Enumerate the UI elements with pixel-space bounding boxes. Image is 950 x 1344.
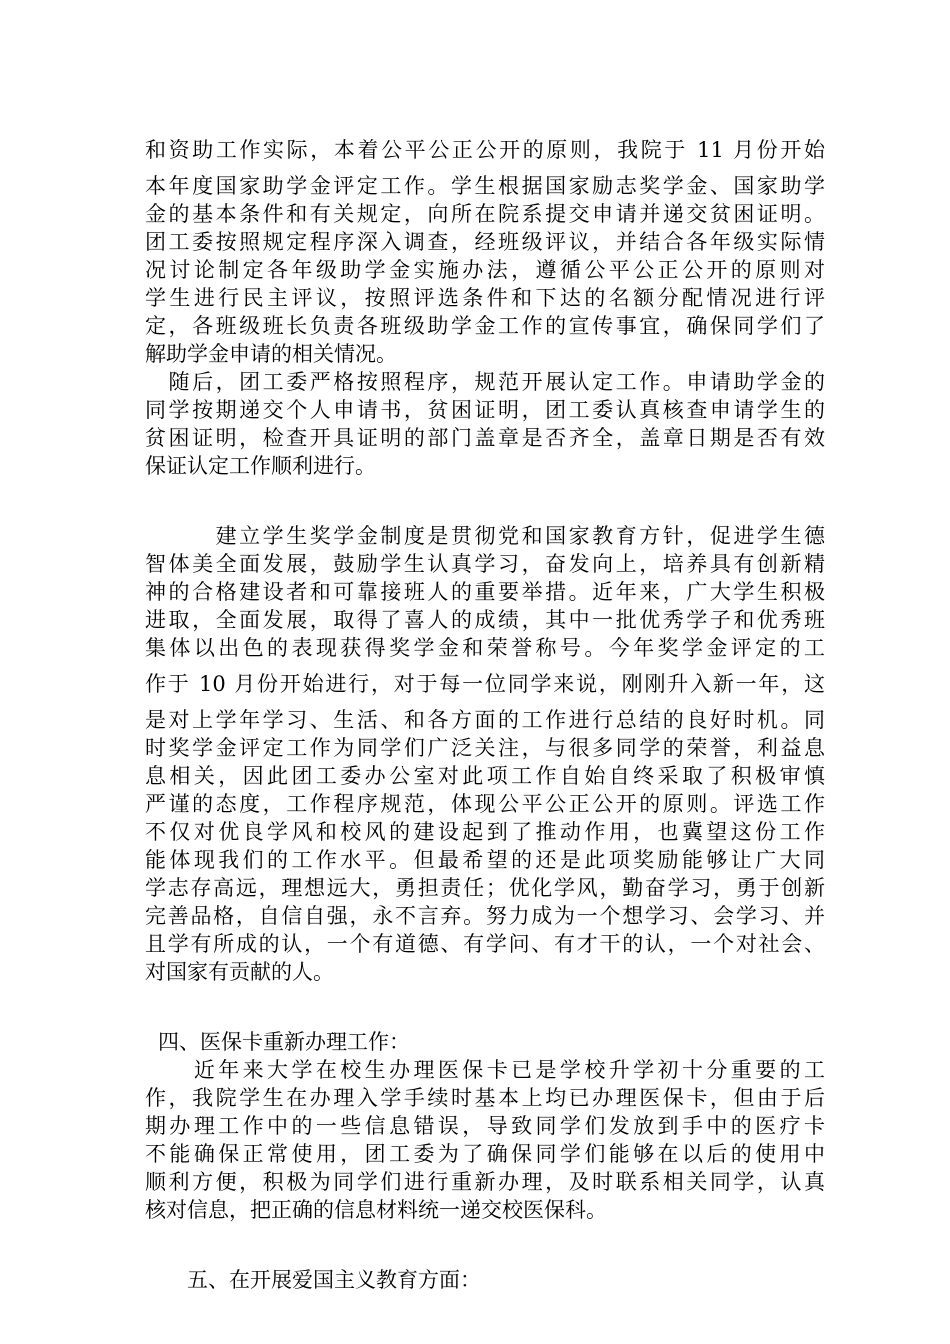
paragraph-1-line-4: 团工委按照规定程序深入调查，经班级评议，并结合各年级实际情 bbox=[145, 230, 825, 254]
section-4-heading: 四、医保卡重新办理工作： bbox=[158, 1030, 410, 1054]
paragraph-1-line-2: 本年度国家助学金评定工作。学生根据国家励志奖学金、国家助学 bbox=[145, 174, 825, 198]
paragraph-2-line-4: 保证认定工作顺利进行。 bbox=[145, 454, 376, 478]
paragraph-3-line-9: 息相关，因此团工委办公室对此项工作自始自终采取了积极审慎 bbox=[145, 764, 825, 788]
paragraph-1-line-8: 解助学金申请的相关情况。 bbox=[145, 342, 397, 366]
paragraph-3-line-10: 严谨的态度，工作程序规范，体现公平公正公开的原则。评选工作 bbox=[145, 792, 825, 816]
paragraph-1-line-7: 定，各班级班长负责各班级助学金工作的宣传事宜，确保同学们了 bbox=[145, 314, 825, 338]
paragraph-4-line-3: 期办理工作中的一些信息错误，导致同学们发放到手中的医疗卡 bbox=[145, 1114, 825, 1138]
paragraph-3-line-14: 完善品格，自信自强，永不言弃。努力成为一个想学习、会学习、并 bbox=[145, 904, 825, 928]
paragraph-3-line-15: 且学有所成的认，一个有道德、有学问、有才干的认，一个对社会、 bbox=[145, 932, 825, 956]
section-5-heading: 五、在开展爱国主义教育方面： bbox=[187, 1268, 481, 1292]
paragraph-3-line-3: 神的合格建设者和可靠接班人的重要举措。近年来，广大学生积极 bbox=[145, 580, 825, 604]
paragraph-3-line-2: 智体美全面发展，鼓励学生认真学习，奋发向上，培养具有创新精 bbox=[145, 552, 825, 576]
paragraph-1-line-6: 学生进行民主评议，按照评选条件和下达的名额分配情况进行评 bbox=[145, 286, 825, 310]
paragraph-3-line-7: 是对上学年学习、生活、和各方面的工作进行总结的良好时机。同 bbox=[145, 708, 825, 732]
paragraph-3-line-4: 进取，全面发展，取得了喜人的成绩，其中一批优秀学子和优秀班 bbox=[145, 608, 825, 632]
paragraph-3-line-12: 能体现我们的工作水平。但最希望的还是此项奖励能够让广大同 bbox=[145, 848, 825, 872]
paragraph-3-line-6: 作于 10 月份开始进行，对于每一位同学来说，刚刚升入新一年，这 bbox=[145, 672, 825, 696]
paragraph-2-line-2: 同学按期递交个人申请书，贫困证明，团工委认真核查申请学生的 bbox=[145, 398, 825, 422]
paragraph-4-line-2: 作，我院学生在办理入学手续时基本上均已办理医保卡，但由于后 bbox=[145, 1086, 825, 1110]
paragraph-3-line-8: 时奖学金评定工作为同学们广泛关注，与很多同学的荣誉，利益息 bbox=[145, 736, 825, 760]
paragraph-2-line-3: 贫困证明，检查开具证明的部门盖章是否齐全，盖章日期是否有效 bbox=[145, 426, 825, 450]
paragraph-3-line-16: 对国家有贡献的人。 bbox=[145, 960, 334, 984]
paragraph-4-line-1: 近年来大学在校生办理医保卡已是学校升学初十分重要的工 bbox=[145, 1058, 825, 1082]
paragraph-3-line-11: 不仅对优良学风和校风的建设起到了推动作用，也冀望这份工作 bbox=[145, 820, 825, 844]
paragraph-1-line-5: 况讨论制定各年级助学金实施办法，遵循公平公正公开的原则对 bbox=[145, 258, 825, 282]
paragraph-3-line-1: 建立学生奖学金制度是贯彻党和国家教育方针，促进学生德 bbox=[145, 524, 825, 548]
paragraph-3-line-13: 学志存高远，理想远大，勇担责任；优化学风，勤奋学习，勇于创新 bbox=[145, 876, 825, 900]
paragraph-1-line-3: 金的基本条件和有关规定，向所在院系提交申请并递交贫困证明。 bbox=[145, 202, 825, 226]
paragraph-2-line-1: 随后，团工委严格按照程序，规范开展认定工作。申请助学金的 bbox=[145, 370, 825, 394]
paragraph-4-line-4: 不能确保正常使用，团工委为了确保同学们能够在以后的使用中 bbox=[145, 1142, 825, 1166]
paragraph-1-line-1: 和资助工作实际，本着公平公正公开的原则，我院于 11 月份开始 bbox=[145, 138, 825, 162]
paragraph-4-line-6: 核对信息，把正确的信息材料统一递交校医保科。 bbox=[145, 1198, 607, 1222]
paragraph-3-line-5: 集体以出色的表现获得奖学金和荣誉称号。今年奖学金评定的工 bbox=[145, 636, 825, 660]
paragraph-4-line-5: 顺利方便，积极为同学们进行重新办理，及时联系相关同学，认真 bbox=[145, 1170, 825, 1194]
